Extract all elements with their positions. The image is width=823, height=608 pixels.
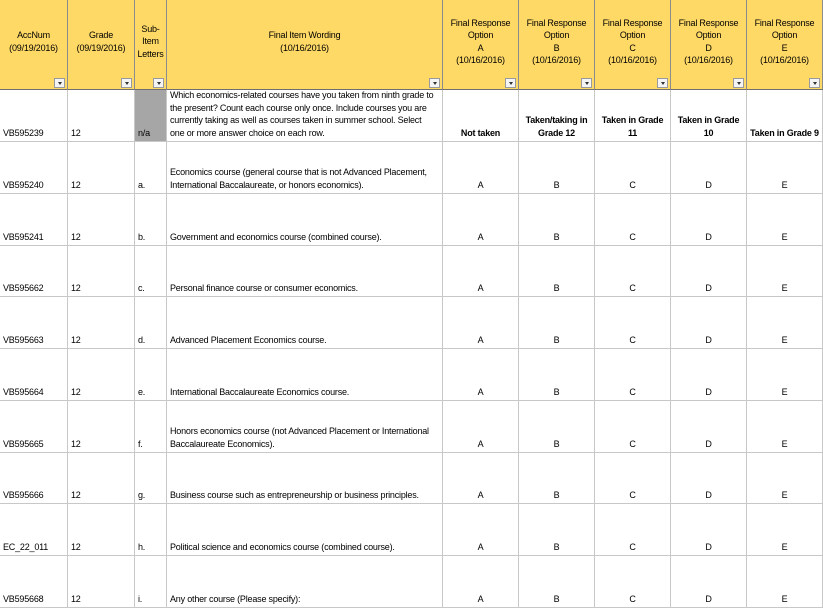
cell-a[interactable]: A	[443, 453, 519, 504]
column-header-wording[interactable]	[167, 0, 443, 90]
cell-a[interactable]: A	[443, 297, 519, 349]
column-header-label: Sub- Item Letters	[137, 23, 164, 59]
cell-b[interactable]: B	[519, 142, 595, 194]
cell-d[interactable]: D	[671, 453, 747, 504]
cell-accnum[interactable]: VB595668	[0, 556, 68, 608]
cell-a[interactable]: A	[443, 194, 519, 246]
cell-wording[interactable]: Economics course (general course that is not Advanced Placement, International Baccalaureate, or honors economics).	[167, 142, 443, 194]
cell-sub[interactable]: g.	[135, 453, 167, 504]
cell-a[interactable]: Not taken	[443, 90, 519, 142]
cell-accnum[interactable]: VB595666	[0, 453, 68, 504]
cell-wording[interactable]: Any other course (Please specify):	[167, 556, 443, 608]
cell-e[interactable]: E	[747, 246, 823, 297]
cell-e[interactable]: Taken in Grade 9	[747, 90, 823, 142]
cell-grade[interactable]: 12	[68, 297, 135, 349]
cell-accnum[interactable]: VB595665	[0, 401, 68, 453]
cell-c[interactable]: Taken in Grade 11	[595, 90, 671, 142]
cell-d[interactable]: D	[671, 504, 747, 556]
cell-a[interactable]: A	[443, 246, 519, 297]
filter-dropdown-icon[interactable]	[733, 78, 744, 88]
cell-c[interactable]: C	[595, 297, 671, 349]
cell-grade[interactable]: 12	[68, 142, 135, 194]
cell-d[interactable]: Taken in Grade 10	[671, 90, 747, 142]
filter-dropdown-icon[interactable]	[429, 78, 440, 88]
cell-wording[interactable]: Honors economics course (not Advanced Placement or International Baccalaureate Economics).	[167, 401, 443, 453]
filter-dropdown-icon[interactable]	[809, 78, 820, 88]
cell-sub[interactable]: e.	[135, 349, 167, 401]
cell-e[interactable]: E	[747, 401, 823, 453]
column-header-accnum[interactable]	[0, 0, 68, 90]
filter-dropdown-icon[interactable]	[657, 78, 668, 88]
cell-accnum[interactable]: VB595240	[0, 142, 68, 194]
cell-b[interactable]: Taken/taking in Grade 12	[519, 90, 595, 142]
cell-a[interactable]: A	[443, 349, 519, 401]
cell-e[interactable]: E	[747, 504, 823, 556]
column-header-c[interactable]	[595, 0, 671, 90]
cell-sub[interactable]: h.	[135, 504, 167, 556]
cell-d[interactable]: D	[671, 194, 747, 246]
cell-accnum[interactable]: VB595241	[0, 194, 68, 246]
cell-d[interactable]: D	[671, 142, 747, 194]
cell-b[interactable]: B	[519, 246, 595, 297]
cell-d[interactable]: D	[671, 556, 747, 608]
column-header-label: Final Item Wording (10/16/2016)	[268, 30, 341, 53]
filter-dropdown-icon[interactable]	[121, 78, 132, 88]
cell-d[interactable]: D	[671, 349, 747, 401]
column-header-d[interactable]	[671, 0, 747, 90]
cell-accnum[interactable]: VB595662	[0, 246, 68, 297]
filter-dropdown-icon[interactable]	[153, 78, 164, 88]
cell-c[interactable]: C	[595, 556, 671, 608]
cell-wording[interactable]: International Baccalaureate Economics course.	[167, 349, 443, 401]
cell-sub[interactable]: d.	[135, 297, 167, 349]
cell-c[interactable]: C	[595, 504, 671, 556]
cell-wording[interactable]: Which economics-related courses have you taken from ninth grade to the present? Count each course only once. Include courses you are currently taking as well as courses taken in summer school. Select one or more answer choice on each row.	[167, 90, 443, 142]
cell-sub[interactable]: n/a	[135, 90, 167, 142]
cell-c[interactable]: C	[595, 401, 671, 453]
cell-c[interactable]: C	[595, 194, 671, 246]
cell-b[interactable]: B	[519, 556, 595, 608]
cell-accnum[interactable]: EC_22_011	[0, 504, 68, 556]
cell-grade[interactable]: 12	[68, 504, 135, 556]
cell-wording[interactable]: Government and economics course (combined course).	[167, 194, 443, 246]
cell-d[interactable]: D	[671, 246, 747, 297]
cell-wording[interactable]: Business course such as entrepreneurship or business principles.	[167, 453, 443, 504]
column-header-label: Grade (09/19/2016)	[76, 30, 126, 53]
filter-dropdown-icon[interactable]	[505, 78, 516, 88]
column-header-label: Final Response Option E (10/16/2016)	[754, 17, 815, 65]
cell-sub[interactable]: c.	[135, 246, 167, 297]
cell-sub[interactable]: b.	[135, 194, 167, 246]
cell-wording[interactable]: Political science and economics course (combined course).	[167, 504, 443, 556]
cell-grade[interactable]: 12	[68, 349, 135, 401]
cell-e[interactable]: E	[747, 297, 823, 349]
cell-b[interactable]: B	[519, 401, 595, 453]
column-header-sub[interactable]	[135, 0, 167, 90]
cell-grade[interactable]: 12	[68, 90, 135, 142]
cell-accnum[interactable]: VB595239	[0, 90, 68, 142]
cell-grade[interactable]: 12	[68, 556, 135, 608]
cell-e[interactable]: E	[747, 556, 823, 608]
cell-e[interactable]: E	[747, 194, 823, 246]
cell-grade[interactable]: 12	[68, 453, 135, 504]
cell-a[interactable]: A	[443, 401, 519, 453]
cell-b[interactable]: B	[519, 297, 595, 349]
cell-b[interactable]: B	[519, 194, 595, 246]
cell-b[interactable]: B	[519, 349, 595, 401]
column-header-a[interactable]	[443, 0, 519, 90]
cell-e[interactable]: E	[747, 142, 823, 194]
column-header-label: Final Response Option C (10/16/2016)	[602, 17, 663, 65]
cell-accnum[interactable]: VB595663	[0, 297, 68, 349]
cell-sub[interactable]: i.	[135, 556, 167, 608]
filter-dropdown-icon[interactable]	[54, 78, 65, 88]
cell-sub[interactable]: a.	[135, 142, 167, 194]
cell-a[interactable]: A	[443, 556, 519, 608]
cell-c[interactable]: C	[595, 453, 671, 504]
cell-c[interactable]: C	[595, 349, 671, 401]
cell-accnum[interactable]: VB595664	[0, 349, 68, 401]
cell-d[interactable]: D	[671, 401, 747, 453]
column-header-grade[interactable]	[68, 0, 135, 90]
column-header-label: Final Response Option A (10/16/2016)	[450, 17, 511, 65]
filter-dropdown-icon[interactable]	[581, 78, 592, 88]
column-header-label: Final Response Option D (10/16/2016)	[678, 17, 739, 65]
column-header-label: Final Response Option B (10/16/2016)	[526, 17, 587, 65]
cell-sub[interactable]: f.	[135, 401, 167, 453]
cell-d[interactable]: D	[671, 297, 747, 349]
cell-c[interactable]: C	[595, 246, 671, 297]
cell-grade[interactable]: 12	[68, 246, 135, 297]
column-header-e[interactable]	[747, 0, 823, 90]
cell-a[interactable]: A	[443, 142, 519, 194]
cell-b[interactable]: B	[519, 504, 595, 556]
cell-wording[interactable]: Advanced Placement Economics course.	[167, 297, 443, 349]
column-header-b[interactable]	[519, 0, 595, 90]
cell-a[interactable]: A	[443, 504, 519, 556]
column-header-label: AccNum (09/19/2016)	[9, 30, 58, 53]
cell-wording[interactable]: Personal finance course or consumer economics.	[167, 246, 443, 297]
cell-grade[interactable]: 12	[68, 194, 135, 246]
cell-b[interactable]: B	[519, 453, 595, 504]
cell-grade[interactable]: 12	[68, 401, 135, 453]
cell-c[interactable]: C	[595, 142, 671, 194]
cell-e[interactable]: E	[747, 349, 823, 401]
cell-e[interactable]: E	[747, 453, 823, 504]
